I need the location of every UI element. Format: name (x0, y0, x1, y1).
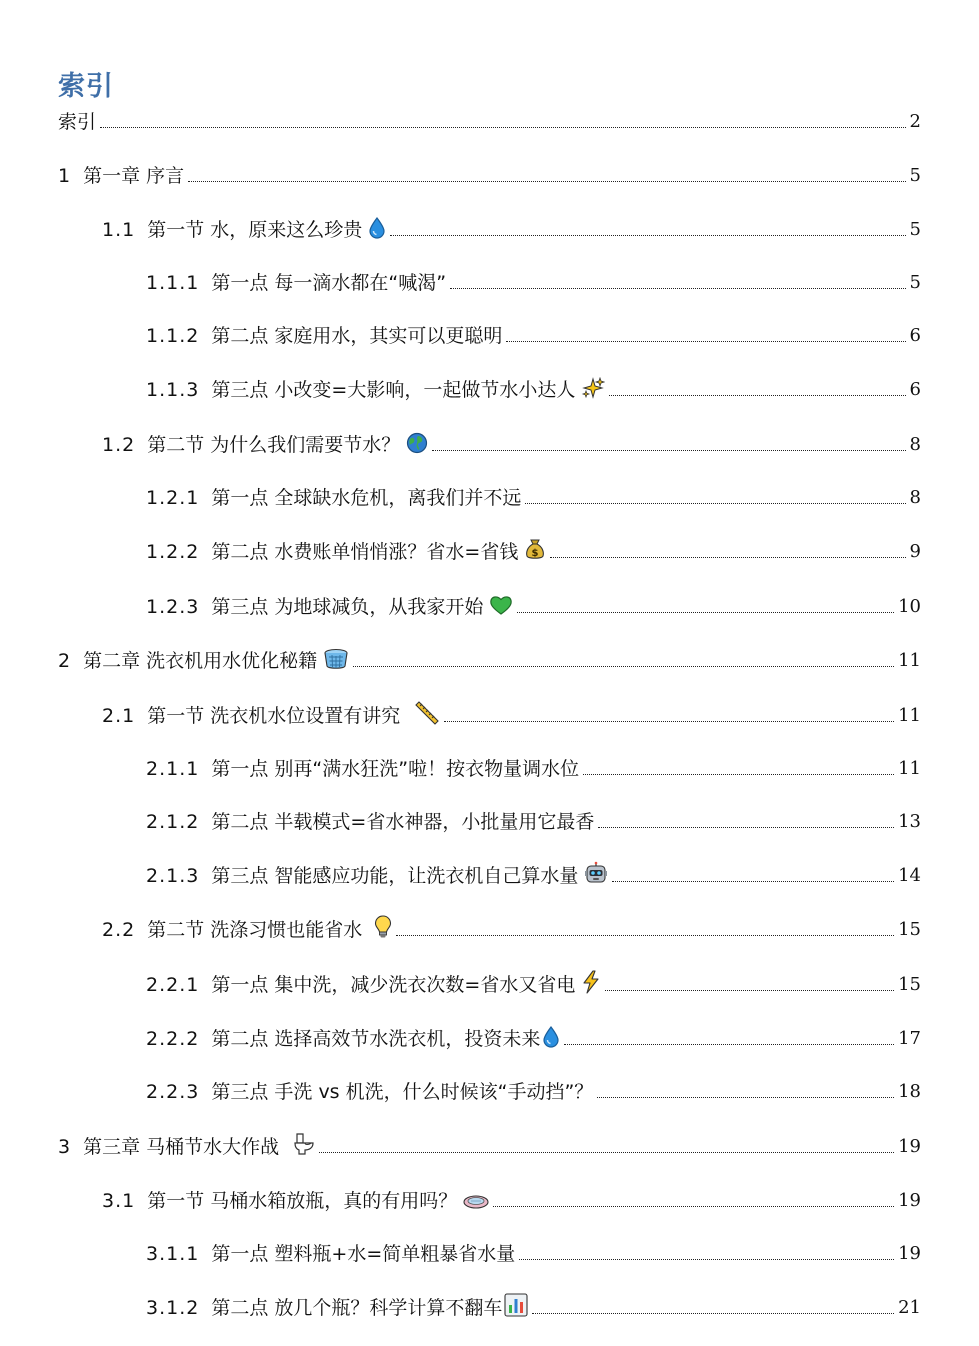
toc-entry-title: 第一点 集中洗，减少洗衣次数=省水又省电 (211, 974, 576, 996)
lightning-icon (581, 970, 601, 994)
toc-page-number: 15 (898, 974, 921, 995)
dot-leader (532, 1313, 894, 1314)
toilet-icon (293, 1132, 315, 1156)
toc-entry-title: 第一节 马桶水箱放瓶，真的有用吗？ (147, 1190, 458, 1212)
toc-entry-title: 第三点 为地球减负，从我家开始 (211, 596, 484, 618)
toc-page-number: 5 (909, 165, 921, 186)
dot-leader (390, 235, 905, 236)
dot-leader (597, 1097, 894, 1098)
toc-section-number: 1.1.3 (146, 379, 200, 401)
toc-page-number: 2 (909, 111, 921, 132)
toc-section-number: 2.1.1 (146, 758, 200, 780)
toc-section-number: 3.1 (102, 1190, 136, 1212)
green-heart-icon (489, 594, 513, 616)
dot-leader (598, 827, 894, 828)
toc-entry[interactable] (146, 969, 921, 997)
money-bag-icon (524, 537, 546, 561)
dot-leader (550, 557, 905, 558)
toc-page-number: 8 (909, 434, 921, 455)
dot-leader (319, 1152, 894, 1153)
toc-entry-title: 第三章 马桶节水大作战 (83, 1136, 280, 1158)
toc-entry[interactable] (102, 214, 921, 242)
toc-entry[interactable] (146, 806, 921, 834)
index-heading: 索引 (58, 71, 114, 102)
water-drop-icon (368, 217, 386, 239)
toc-entry[interactable] (146, 753, 921, 781)
toc-entry[interactable] (146, 536, 921, 564)
toc-entry[interactable] (146, 591, 921, 619)
toc-section-number: 1.1.2 (146, 325, 200, 347)
dot-leader (450, 288, 905, 289)
toc-entry-title: 第二点 选择高效节水洗衣机，投资未来 (211, 1028, 541, 1050)
toc-entry-title: 第三点 智能感应功能，让洗衣机自己算水量 (211, 865, 579, 887)
toc-entry[interactable] (146, 1023, 921, 1051)
dot-leader (506, 341, 905, 342)
laundry-basket-icon (323, 648, 349, 670)
toc-section-number: 1.2 (102, 434, 136, 456)
toc-page-number: 11 (898, 705, 921, 726)
dot-leader (609, 395, 905, 396)
toc-entry-title: 索引 (58, 111, 97, 133)
toc-entry-title: 第一点 塑料瓶+水=简单粗暴省水量 (211, 1243, 516, 1265)
toc-section-number: 3 (58, 1136, 72, 1158)
toc-entry[interactable] (146, 860, 921, 888)
toc-section-number: 2.2.2 (146, 1028, 200, 1050)
toc-entry[interactable] (146, 320, 921, 348)
toc-entry-title: 第一点 每一滴水都在“喊渴” (211, 272, 447, 294)
toc-entry-title: 第二节 为什么我们需要节水？ (147, 434, 401, 456)
toc-entry[interactable] (58, 160, 921, 188)
svg-text:$: $ (531, 548, 539, 559)
toc-page-number: 6 (909, 325, 921, 346)
toc-section-number: 1.2.1 (146, 487, 200, 509)
toc-page-number: 11 (898, 758, 921, 779)
toc-entry[interactable] (146, 1076, 921, 1104)
toc-section-number: 2.2.3 (146, 1081, 200, 1103)
dot-leader (564, 1044, 894, 1045)
toc-section-number: 3.1.1 (146, 1243, 200, 1265)
toc-entry[interactable] (58, 106, 921, 134)
toc-section-number: 2.1.2 (146, 811, 200, 833)
toc-entry-title: 第一点 全球缺水危机，离我们并不远 (211, 487, 522, 509)
dot-leader (517, 612, 894, 613)
dish-icon (463, 1192, 489, 1210)
toc-page-number: 18 (898, 1081, 921, 1102)
toc-section-number: 2.2 (102, 919, 136, 941)
toc-entry[interactable] (102, 700, 921, 728)
toc-page-number: 13 (898, 811, 921, 832)
dot-leader (519, 1259, 894, 1260)
toc-entry-title: 第二点 放几个瓶？科学计算不翻车 (211, 1297, 503, 1319)
bar-chart-icon (504, 1293, 528, 1317)
toc-page-number: 14 (898, 865, 921, 886)
toc-page-number: 19 (898, 1243, 921, 1264)
dot-leader (493, 1206, 894, 1207)
robot-icon (584, 861, 608, 885)
toc-section-number: 2 (58, 650, 72, 672)
toc-entry-title: 第一节 水，原来这么珍贵 (147, 219, 363, 241)
toc-page-number: 17 (898, 1028, 921, 1049)
dot-leader (525, 503, 905, 504)
light-bulb-icon (374, 915, 392, 939)
toc-section-number: 2.2.1 (146, 974, 200, 996)
toc-section-number: 1.2.3 (146, 596, 200, 618)
toc-page-number: 15 (898, 919, 921, 940)
dot-leader (353, 666, 894, 667)
toc-entry-title: 第一点 别再“满水狂洗”啦！按衣物量调水位 (211, 758, 580, 780)
toc-entry-title: 第二节 洗涤习惯也能省水 (147, 919, 363, 941)
dot-leader (432, 450, 905, 451)
toc-page-number: 9 (909, 541, 921, 562)
dot-leader (444, 721, 894, 722)
toc-page-number: 6 (909, 379, 921, 400)
toc-section-number: 2.1 (102, 705, 136, 727)
toc-page-number: 19 (898, 1136, 921, 1157)
toc-section-number: 1.2.2 (146, 541, 200, 563)
toc-entry[interactable] (146, 482, 921, 510)
water-drop-icon (542, 1026, 560, 1048)
toc-entry[interactable] (102, 914, 921, 942)
toc-section-number: 2.1.3 (146, 865, 200, 887)
toc-entry[interactable] (146, 1238, 921, 1266)
toc-entry[interactable] (146, 374, 921, 402)
toc-page-number: 5 (909, 219, 921, 240)
toc-page-number: 11 (898, 650, 921, 671)
dot-leader (612, 881, 894, 882)
toc-entry[interactable] (102, 1185, 921, 1213)
dot-leader (188, 181, 905, 182)
toc-page-number: 19 (898, 1190, 921, 1211)
toc-entry-title: 第一节 洗衣机水位设置有讲究 (147, 705, 401, 727)
toc-page-number: 21 (898, 1297, 921, 1318)
toc-entry[interactable] (146, 267, 921, 295)
dot-leader (605, 990, 894, 991)
toc-entry-title: 第三点 手洗 vs 机洗，什么时候该“手动挡”？ (211, 1081, 594, 1103)
toc-entry-title: 第三点 小改变=大影响，一起做节水小达人 (211, 379, 576, 401)
toc-section-number: 1 (58, 165, 72, 187)
toc-entry[interactable] (102, 429, 921, 457)
dot-leader (396, 935, 894, 936)
toc-entry-title: 第二点 半载模式=省水神器，小批量用它最香 (211, 811, 595, 833)
dot-leader (583, 774, 894, 775)
toc-section-number: 1.1.1 (146, 272, 200, 294)
toc-entry-title: 第二章 洗衣机用水优化秘籍 (83, 650, 318, 672)
toc-page-number: 8 (909, 487, 921, 508)
toc-entry-title: 第二点 家庭用水，其实可以更聪明 (211, 325, 503, 347)
toc-section-number: 1.1 (102, 219, 136, 241)
toc-entry[interactable] (58, 645, 921, 673)
toc-entry[interactable] (58, 1131, 921, 1159)
toc-section-number: 3.1.2 (146, 1297, 200, 1319)
globe-icon (406, 432, 428, 454)
toc-page-number: 10 (898, 596, 921, 617)
toc-entry-title: 第一章 序言 (83, 165, 185, 187)
toc-entry[interactable] (146, 1292, 921, 1320)
dot-leader (100, 127, 906, 128)
toc-page-number: 5 (909, 272, 921, 293)
sparkles-icon (581, 377, 605, 399)
toc-entry-title: 第二点 水费账单悄悄涨？省水=省钱 (211, 541, 519, 563)
ruler-icon (414, 701, 440, 725)
